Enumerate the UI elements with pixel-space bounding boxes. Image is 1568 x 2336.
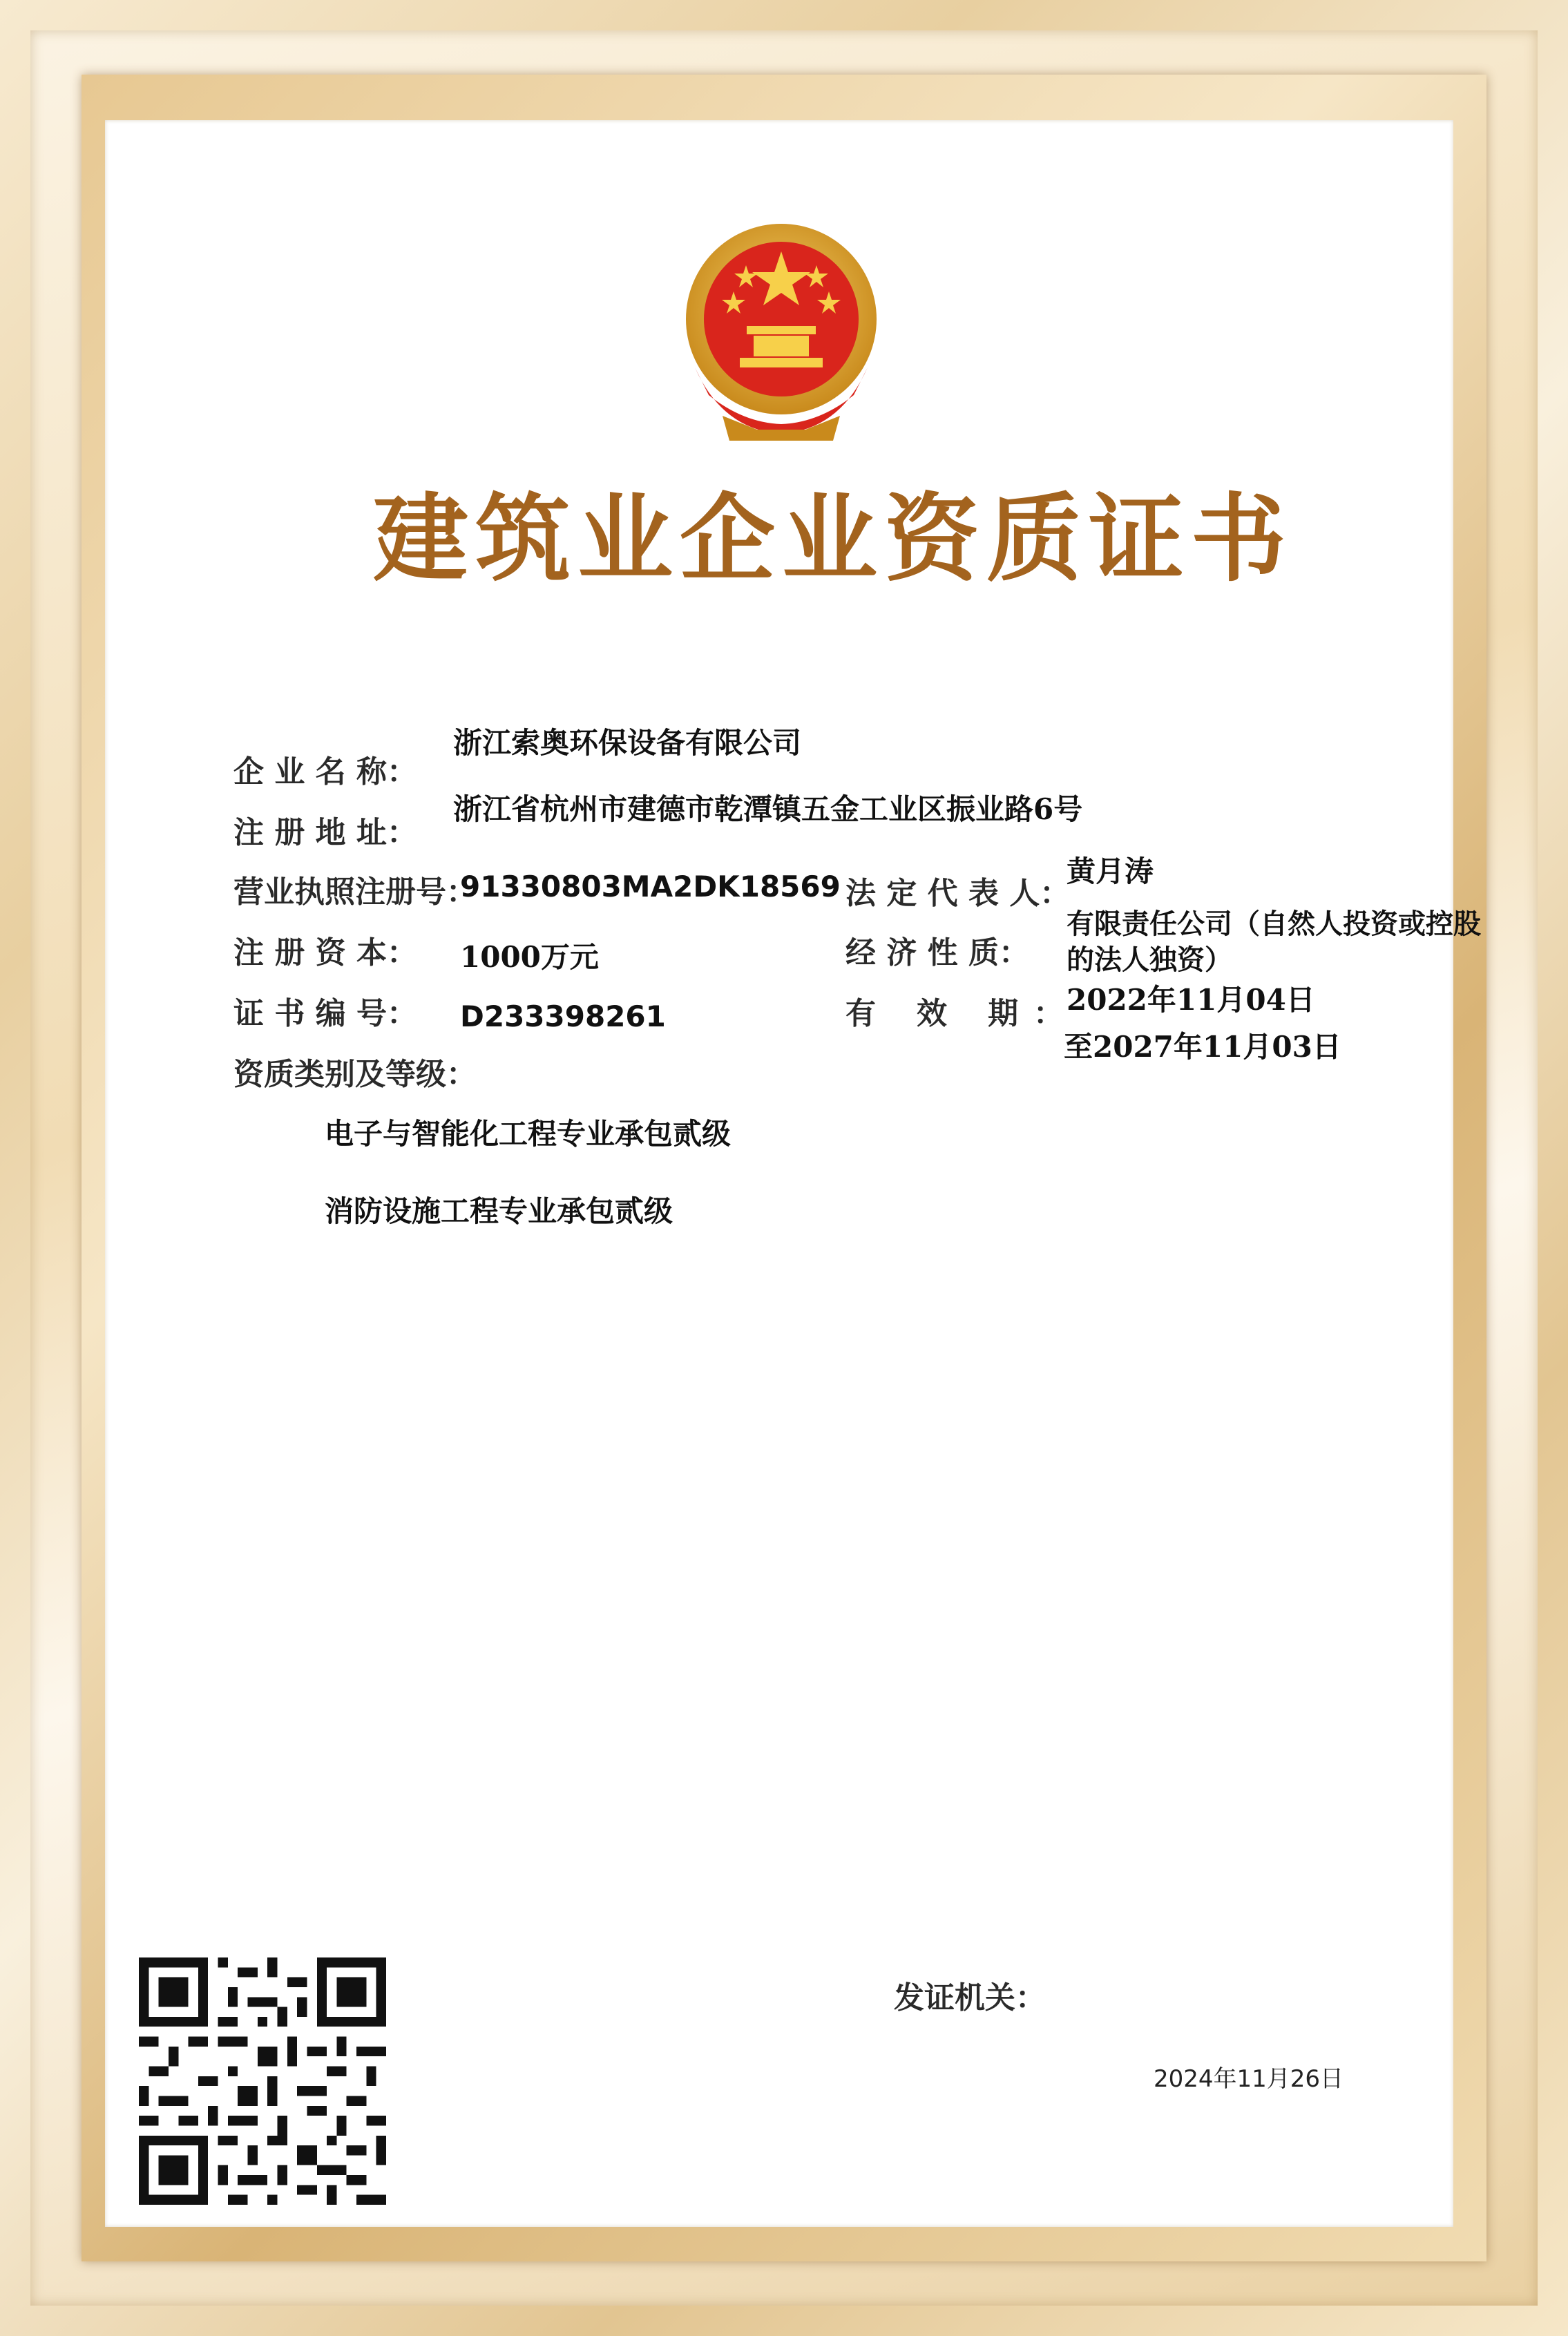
company-name-value: 浙江索奥环保设备有限公司 <box>453 726 802 760</box>
legal-rep-value: 黄月涛 <box>1067 854 1154 888</box>
capital-value: 1000万元 <box>460 940 599 974</box>
nature-value-line2: 的法人独资） <box>1067 944 1232 976</box>
capital-label: 注 册 资 本： <box>233 935 417 970</box>
national-emblem-icon <box>681 222 881 443</box>
license-no-value: 91330803MA2DK18569 <box>460 870 841 903</box>
company-name-label: 企 业 名 称： <box>233 754 417 789</box>
validity-label: 有 效 期： <box>845 996 1064 1031</box>
validity-from: 2022年11月04日 <box>1067 983 1315 1017</box>
qr-code-icon <box>138 1957 387 2205</box>
cert-no-label: 证 书 编 号： <box>233 996 417 1031</box>
issuer-label: 发证机关： <box>894 1980 1046 2016</box>
certificate-title: 建筑业企业资质证书 <box>373 482 1294 595</box>
address-value: 浙江省杭州市建德市乾潭镇五金工业区振业路6号 <box>453 792 1083 826</box>
address-label: 注 册 地 址： <box>233 815 417 850</box>
nature-value-line1: 有限责任公司（自然人投资或控股 <box>1067 908 1481 940</box>
nature-label: 经 济 性 质： <box>845 935 1029 970</box>
cert-no-value: D233398261 <box>460 999 666 1033</box>
issue-date: 2024年11月26日 <box>1154 2065 1344 2093</box>
qualification-label: 资质类别及等级： <box>233 1057 477 1092</box>
qualification-item-2: 消防设施工程专业承包贰级 <box>325 1194 673 1228</box>
qualification-item-1: 电子与智能化工程专业承包贰级 <box>325 1117 732 1151</box>
license-no-label: 营业执照注册号： <box>233 874 477 910</box>
legal-rep-label: 法 定 代 表 人： <box>845 876 1071 911</box>
validity-to: 至2027年11月03日 <box>1064 1030 1341 1064</box>
